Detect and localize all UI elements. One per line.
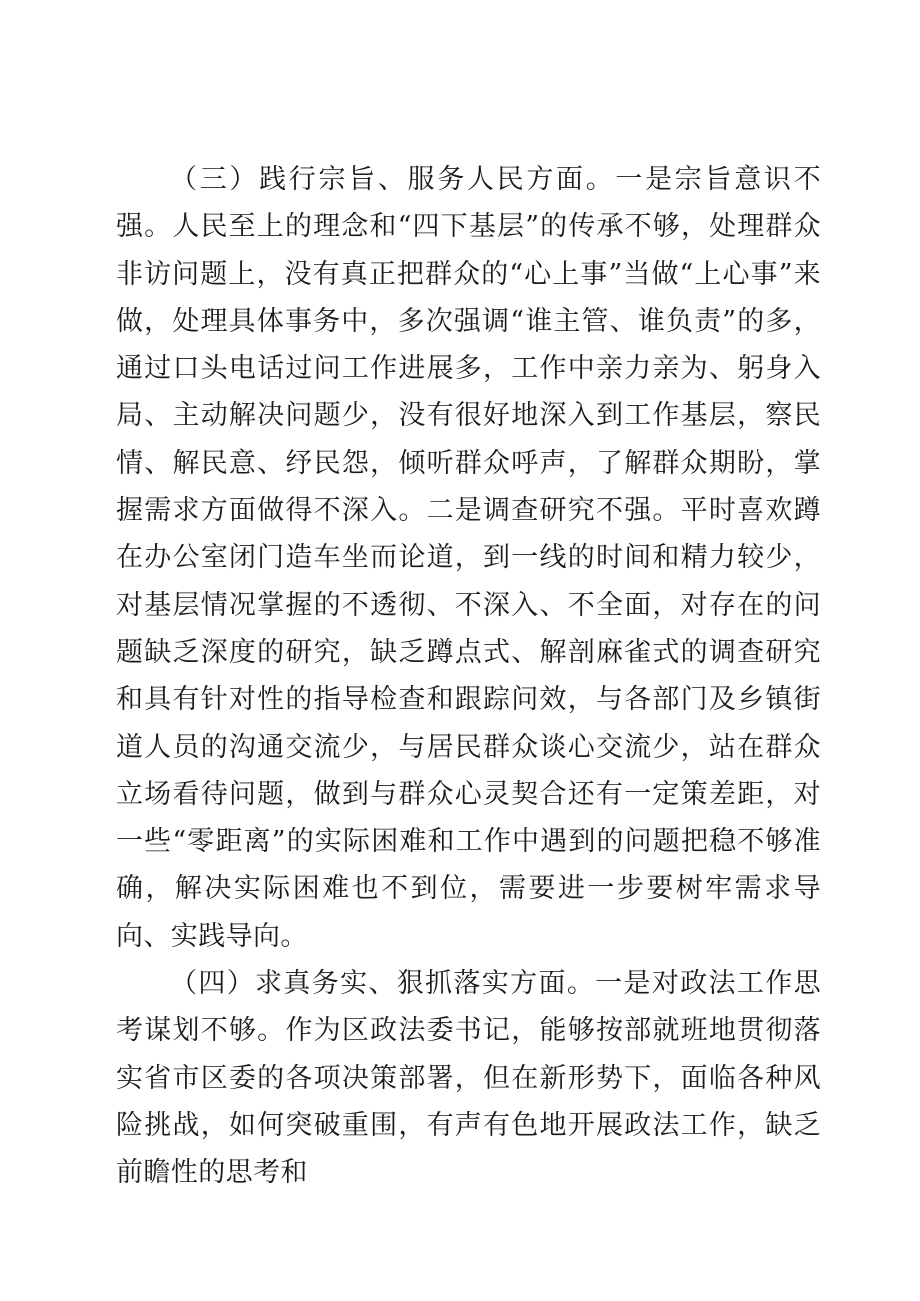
paragraph-section-three: （三）践行宗旨、服务人民方面。一是宗旨意识不强。人民至上的理念和“四下基层”的传承不够，处理群众非访问题上，没有真正把群众的“心上事”当做“上心事”来做，处理具体事务中，多次强调“谁主管、谁负责”的多，通过口头电话过问工作进展多，工作中亲力亲为、躬身入局、主动解决问题少，没有很好地深入到工作基层，察民情、解民意、纾民怨，倾听群众呼声，了解群众期盼，掌握需求方面做得不深入。二是调查研究不强。平时喜欢蹲在办公室闭门造车坐而论道，到一线的时间和精力较少，对基层情况掌握的不透彻、不深入、不全面，对存在的问题缺乏深度的研究，缺乏蹲点式、解剖麻雀式的调查研究和具有针对性的指导检查和跟踪问效，与各部门及乡镇街道人员的沟通交流少，与居民群众谈心交流少，站在群众立场看待问题，做到与群众心灵契合还有一定策差距，对一些“零距离”的实际困难和工作中遇到的问题把稳不够准确，解决实际困难也不到位，需要进一步要树牢需求导向、实践导向。 (116, 164, 821, 952)
document-body (116, 156, 821, 1197)
paragraph-section-four: （四）求真务实、狠抓落实方面。一是对政法工作思考谋划不够。作为区政法委书记，能够按部就班地贯彻落实省市区委的各项决策部署，但在新形势下，面临各种风险挑战，如何突破重围，有声有色地开展政法工作，缺乏前瞻性的思考和 (116, 968, 821, 1189)
